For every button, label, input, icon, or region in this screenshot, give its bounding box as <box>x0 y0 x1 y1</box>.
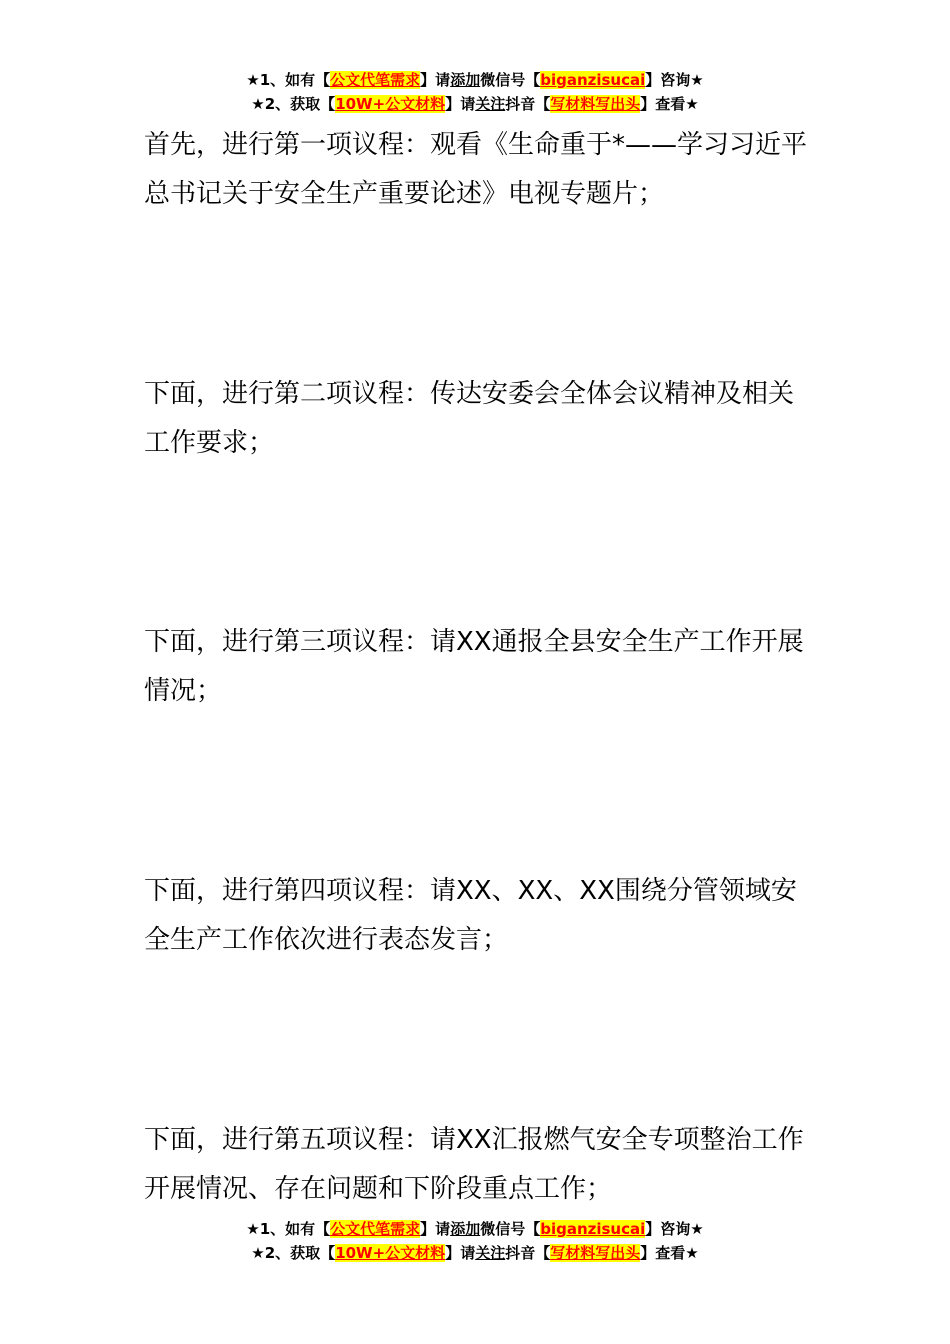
banner-text: 】咨询★ <box>645 1220 704 1238</box>
banner-text: 】请 <box>445 95 476 113</box>
banner-text: 】查看★ <box>640 1244 699 1262</box>
banner-text: ★1、如有【 <box>246 1220 331 1238</box>
banner-text: 微信号【 <box>480 1220 541 1238</box>
banner-highlight: biganzisucai <box>540 1220 646 1238</box>
banner-text: 】请 <box>420 1220 451 1238</box>
footer-banner <box>0 1217 950 1265</box>
agenda-item-5: 下面，进行第五项议程：请XX汇报燃气安全专项整治工作开展情况、存在问题和下阶段重点工作； <box>144 1125 804 1204</box>
banner-emphasis: 关注 <box>475 95 506 113</box>
banner-highlight: biganzisucai <box>540 71 646 89</box>
banner-text: 】查看★ <box>640 95 699 113</box>
agenda-item-1: 首先，进行第一项议程：观看《生命重于*——学习习近平总书记关于安全生产重要论述》电视专题片； <box>144 130 808 209</box>
banner-highlight: 10W+公文材料 <box>335 95 446 113</box>
banner-text: 抖音【 <box>505 95 551 113</box>
banner-line-2 <box>0 1241 950 1265</box>
banner-text: 微信号【 <box>480 71 541 89</box>
agenda-item-3: 下面，进行第三项议程：请XX通报全县安全生产工作开展情况； <box>144 627 804 706</box>
banner-line-1 <box>0 1217 950 1241</box>
agenda-item-2: 下面，进行第二项议程：传达安委会全体会议精神及相关工作要求； <box>144 379 795 458</box>
banner-emphasis: 添加 <box>450 1220 481 1238</box>
banner-line-2 <box>0 92 950 116</box>
banner-highlight: 10W+公文材料 <box>335 1244 446 1262</box>
banner-text: 】请 <box>420 71 451 89</box>
banner-text: 】请 <box>445 1244 476 1262</box>
header-banner <box>0 68 950 116</box>
agenda-item-4: 下面，进行第四项议程：请XX、XX、XX围绕分管领域安全生产工作依次进行表态发言； <box>144 876 797 955</box>
banner-text: ★1、如有【 <box>246 71 331 89</box>
banner-text: 】咨询★ <box>645 71 704 89</box>
banner-highlight: 写材料写出头 <box>550 95 641 113</box>
banner-text: 抖音【 <box>505 1244 551 1262</box>
banner-line-1 <box>0 68 950 92</box>
banner-highlight: 公文代笔需求 <box>330 1220 421 1238</box>
banner-highlight: 写材料写出头 <box>550 1244 641 1262</box>
banner-highlight: 公文代笔需求 <box>330 71 421 89</box>
banner-text: ★2、获取【 <box>251 1244 336 1262</box>
banner-emphasis: 关注 <box>475 1244 506 1262</box>
banner-text: ★2、获取【 <box>251 95 336 113</box>
banner-emphasis: 添加 <box>450 71 481 89</box>
